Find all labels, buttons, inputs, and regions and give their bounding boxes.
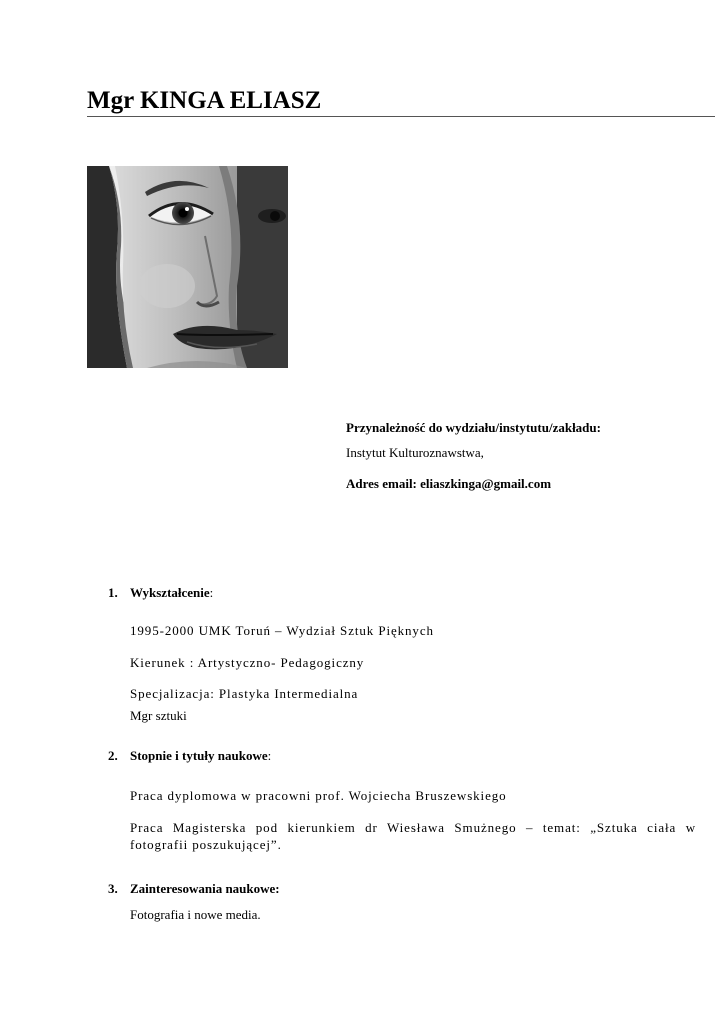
- education-line: Mgr sztuki: [130, 708, 187, 723]
- affiliation-heading: Przynależność do wydziału/instytutu/zakładu:: [346, 420, 601, 435]
- section-degrees-heading: [108, 747, 708, 764]
- section-colon: :: [267, 748, 272, 763]
- affiliation-block: [346, 419, 716, 492]
- section-colon: :: [209, 585, 214, 600]
- education-line: Kierunek : Artystyczno- Pedagogiczny: [130, 655, 365, 670]
- portrait-photo: [87, 166, 288, 368]
- degrees-line: Praca dyplomowa w pracowni prof. Wojciecha Bruszewskiego: [130, 788, 507, 803]
- degrees-line: Praca Magisterska pod kierunkiem dr Wiesława Smużnego – temat: „Sztuka ciała w fotografii poszukującej”.: [130, 820, 696, 852]
- affiliation-value: Instytut Kulturoznawstwa,: [346, 445, 484, 460]
- education-line: 1995-2000 UMK Toruń – Wydział Sztuk Pięknych: [130, 623, 434, 638]
- title-divider: [87, 116, 715, 117]
- section-number: 3.: [108, 881, 118, 896]
- section-number: 1.: [108, 585, 118, 600]
- email-line: Adres email: eliaszkinga@gmail.com: [346, 476, 552, 491]
- section-title: Stopnie i tytuły naukowe: [130, 748, 268, 763]
- interests-line: Fotografia i nowe media.: [130, 907, 261, 922]
- section-title: Wykształcenie: [130, 585, 210, 600]
- section-title: Zainteresowania naukowe:: [130, 881, 280, 896]
- section-interests-heading: [108, 880, 708, 897]
- section-education-heading: [108, 584, 708, 601]
- page-title: Mgr KINGA ELIASZ: [87, 87, 322, 114]
- education-line: Specjalizacja: Plastyka Intermedialna: [130, 686, 359, 701]
- section-number: 2.: [108, 748, 118, 763]
